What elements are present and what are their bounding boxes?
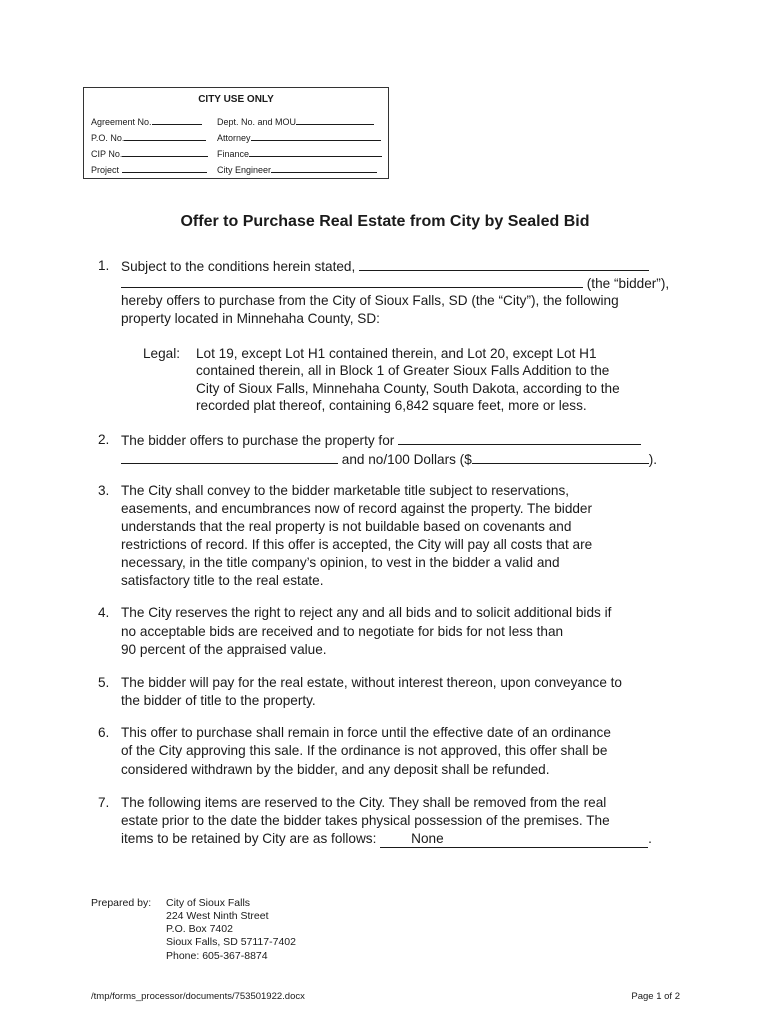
paragraph-line: 90 percent of the appraised value. <box>121 642 327 657</box>
prepared-by-line: Sioux Falls, SD 57117-7402 <box>166 936 296 948</box>
legal-line: Lot 19, except Lot H1 contained therein, and Lot 20, except Lot H1 <box>196 346 597 361</box>
legal-line: City of Sioux Falls, Minnehaha County, South Dakota, according to the <box>196 381 620 396</box>
paragraph-line: necessary, in the title company’s opinion, to vest in the bidder a valid and <box>121 555 560 570</box>
legal-line: recorded plat thereof, containing 6,842 square feet, more or less. <box>196 398 587 413</box>
paragraph-line: property located in Minnehaha County, SD: <box>121 311 380 326</box>
paragraph-line: considered withdrawn by the bidder, and any deposit shall be refunded. <box>121 762 550 777</box>
price-amount-field[interactable] <box>472 450 649 464</box>
paragraph-line: This offer to purchase shall remain in force until the effective date of an ordinance <box>121 725 611 740</box>
page-number: Page 1 of 2 <box>631 991 680 1002</box>
price-words-field[interactable] <box>398 431 641 445</box>
paragraph-line: understands that the real property is not buildable based on covenants and <box>121 519 572 534</box>
city-use-only-box <box>83 87 389 179</box>
city-engineer-field: City Engineer <box>217 163 377 175</box>
bidder-name-field[interactable] <box>359 257 649 271</box>
paragraph-line: (the “bidder”), <box>121 274 669 293</box>
city-use-header: CITY USE ONLY <box>198 94 274 105</box>
paragraph-line: The City shall convey to the bidder marketable title subject to reservations, <box>121 483 570 498</box>
paragraph-number: 1. <box>98 258 110 273</box>
attorney-field: Attorney <box>217 131 381 143</box>
paragraph-number: 2. <box>98 432 110 447</box>
paragraph-number: 4. <box>98 605 110 620</box>
agreement-no-field: Agreement No. <box>91 115 202 127</box>
paragraph-line: and no/100 Dollars ($ ). <box>121 450 657 469</box>
paragraph-line: estate prior to the date the bidder takes physical possession of the premises. The <box>121 813 610 828</box>
retained-items-value: None <box>411 831 444 846</box>
paragraph-line: hereby offers to purchase from the City of Sioux Falls, SD (the “City”), the following <box>121 293 619 308</box>
paragraph-number: 3. <box>98 483 110 498</box>
paragraph-line: the bidder of title to the property. <box>121 693 316 708</box>
paragraph-line: The bidder offers to purchase the property for <box>121 431 641 450</box>
paragraph-line: Subject to the conditions herein stated, <box>121 257 649 276</box>
paragraph-number: 7. <box>98 795 110 810</box>
paragraph-line: of the City approving this sale. If the ordinance is not approved, this offer shall be <box>121 743 608 758</box>
paragraph-number: 5. <box>98 675 110 690</box>
prepared-by-label: Prepared by: <box>91 897 152 909</box>
price-words-field-cont[interactable] <box>121 450 338 464</box>
paragraph-line: restrictions of record. If this offer is accepted, the City will pay all costs that are <box>121 537 593 552</box>
prepared-by-line: P.O. Box 7402 <box>166 923 233 935</box>
bidder-name-field-cont[interactable] <box>121 274 583 288</box>
paragraph-line: The bidder will pay for the real estate, without interest thereon, upon conveyance to <box>121 675 622 690</box>
cip-no-field: CIP No. <box>91 147 208 159</box>
prepared-by-line: City of Sioux Falls <box>166 897 251 909</box>
paragraph-line: satisfactory title to the real estate. <box>121 573 324 588</box>
po-no-field: P.O. No. <box>91 131 206 143</box>
paragraph-line: The following items are reserved to the City. They shall be removed from the real <box>121 795 607 810</box>
paragraph-number: 6. <box>98 725 110 740</box>
project-field: Project <box>91 163 207 175</box>
file-path: /tmp/forms_processor/documents/753501922.docx <box>91 991 305 1002</box>
legal-line: contained therein, all in Block 1 of Greater Sioux Falls Addition to the <box>196 363 610 378</box>
prepared-by-line: 224 West Ninth Street <box>166 910 269 922</box>
paragraph-line: The City reserves the right to reject any and all bids and to solicit additional bids if <box>121 605 612 620</box>
paragraph-line: easements, and encumbrances now of record against the property. The bidder <box>121 501 593 516</box>
finance-field: Finance <box>217 147 382 159</box>
prepared-by-line: Phone: 605-367-8874 <box>166 950 268 962</box>
retained-items-field[interactable] <box>380 831 648 848</box>
paragraph-line: no acceptable bids are received and to negotiate for bids for not less than <box>121 624 564 639</box>
document-title: Offer to Purchase Real Estate from City by Sealed Bid <box>180 213 590 230</box>
paragraph-line: items to be retained by City are as follows: None . <box>121 831 652 846</box>
legal-label: Legal: <box>143 346 181 361</box>
dept-no-mou-field: Dept. No. and MOU <box>217 115 374 127</box>
